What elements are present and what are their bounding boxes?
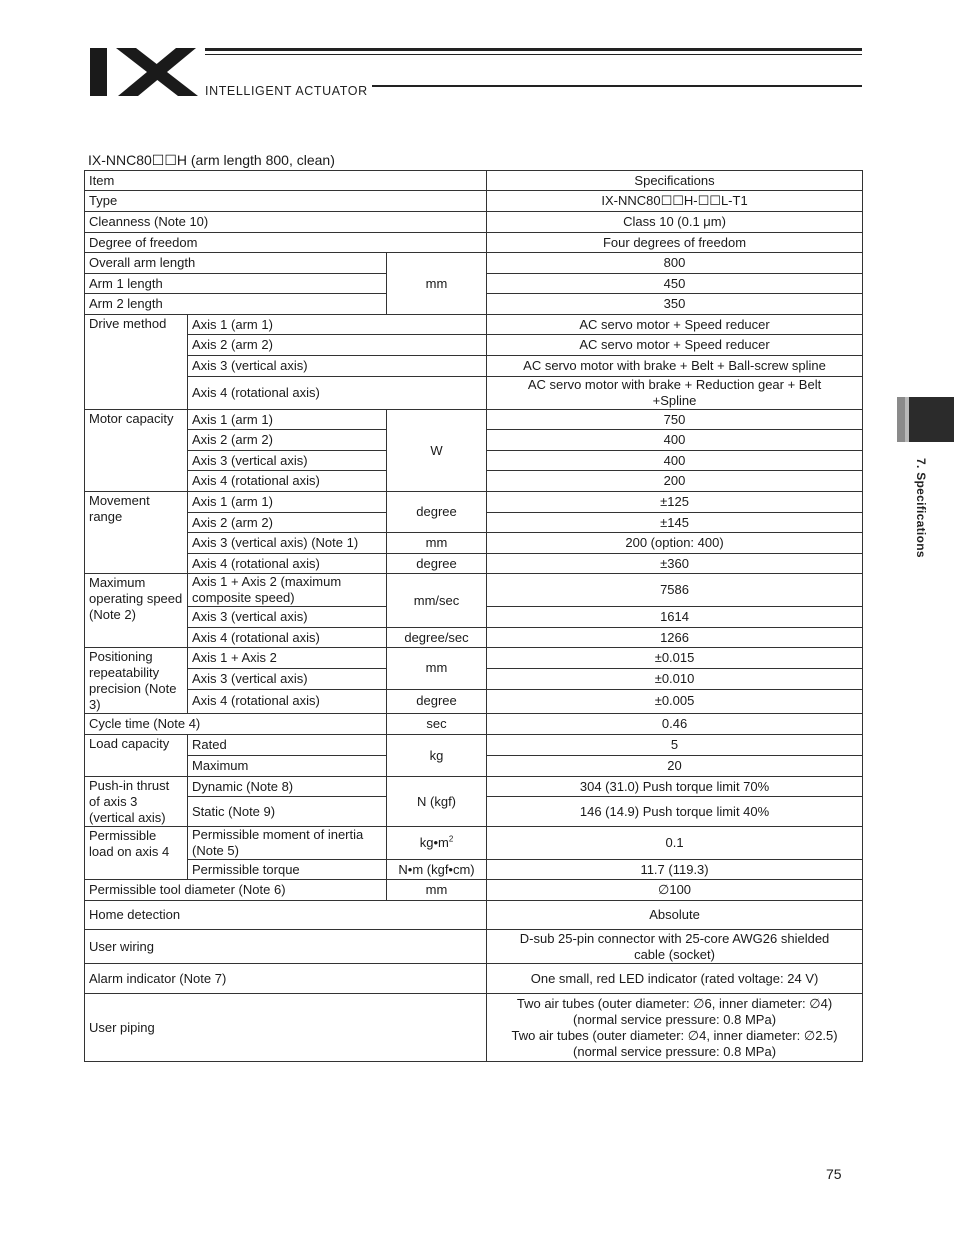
spec-value-line: D-sub 25-pin connector with 25-core AWG26 shielded (519, 930, 830, 946)
table-row (85, 880, 863, 901)
axis-label: Axis 2 (arm 2) (188, 430, 387, 451)
unit-cell: N (kgf) (387, 777, 487, 827)
group-label: Positioning repeatability precision (Note 3) (85, 648, 188, 714)
table-row (85, 777, 863, 797)
table-row (85, 689, 863, 713)
chapter-tab-label: 7. Specifications (914, 458, 928, 558)
unit-cell: mm/sec (387, 574, 487, 628)
table-row (85, 191, 863, 212)
table-row (85, 315, 863, 335)
axis-label: Axis 3 (vertical axis) (188, 356, 487, 377)
spec-value-line: +Spline (652, 393, 697, 408)
table-row (85, 648, 863, 669)
unit-cell: degree (387, 554, 487, 574)
logo-subtitle: INTELLIGENT ACTUATOR (205, 84, 368, 98)
table-row (85, 356, 863, 377)
item-label: Permissible tool diameter (Note 6) (85, 880, 387, 901)
axis-label: Maximum (188, 756, 387, 777)
item-label: Home detection (85, 901, 487, 930)
item-label: Degree of freedom (85, 233, 487, 253)
table-row (85, 827, 863, 860)
spec-value: One small, red LED indicator (rated voltage: 24 V) (487, 964, 863, 994)
spec-value-line: (normal service pressure: 0.8 MPa) (573, 1011, 777, 1027)
spec-value: 1266 (487, 628, 863, 648)
unit-base: kg•m (419, 835, 449, 850)
table-row (85, 212, 863, 233)
axis-label: Axis 3 (vertical axis) (188, 669, 387, 689)
spec-value: 20 (487, 756, 863, 777)
table-row (85, 554, 863, 574)
table-row (85, 335, 863, 356)
table-row (85, 964, 863, 994)
table-row (85, 253, 863, 274)
item-label: Cleanness (Note 10) (85, 212, 487, 233)
spec-value-line: AC servo motor with brake + Reduction gear + Belt (527, 377, 822, 392)
spec-value: 146 (14.9) Push torque limit 40% (487, 797, 863, 827)
group-label: Movement range (85, 492, 188, 574)
item-label: Type (85, 191, 487, 212)
axis-label: Axis 3 (vertical axis) (188, 607, 387, 628)
header-item-cell: Item (85, 171, 487, 191)
unit-cell: degree (387, 689, 487, 713)
spec-value: ∅100 (487, 880, 863, 901)
axis-label: Axis 4 (rotational axis) (188, 377, 487, 410)
item-label: Arm 1 length (85, 274, 387, 294)
axis-label: Axis 2 (arm 2) (188, 335, 487, 356)
table-row (85, 492, 863, 513)
spec-table (84, 170, 863, 1062)
unit-cell: mm (387, 253, 487, 315)
unit-cell: W (387, 410, 487, 492)
spec-value: 7586 (487, 574, 863, 607)
header-rule-top (205, 48, 862, 51)
header-rule-mid (205, 54, 862, 55)
table-row (85, 410, 863, 430)
spec-value: ±0.015 (487, 648, 863, 669)
spec-value: IX-NNC80☐☐H-☐☐L-T1 (487, 191, 863, 212)
spec-value: 800 (487, 253, 863, 274)
group-label: Drive method (85, 315, 188, 410)
axis-label: Axis 1 + Axis 2 (188, 648, 387, 669)
ix-logo-icon (90, 46, 200, 98)
axis-label: Axis 4 (rotational axis) (188, 554, 387, 574)
axis-label: Static (Note 9) (188, 797, 387, 827)
spec-value: 304 (31.0) Push torque limit 70% (487, 777, 863, 797)
axis-label: Axis 3 (vertical axis) (188, 451, 387, 471)
unit-cell: mm (387, 648, 487, 690)
axis-label: Axis 1 (arm 1) (188, 410, 387, 430)
table-row (85, 574, 863, 607)
item-label: User piping (85, 994, 487, 1062)
header-spec-cell: Specifications (487, 171, 863, 191)
axis-label: Axis 4 (rotational axis) (188, 628, 387, 648)
axis-label: Axis 1 + Axis 2 (maximum composite speed) (188, 574, 387, 607)
unit-exponent: 2 (448, 834, 454, 844)
spec-value-line: Two air tubes (outer diameter: ∅6, inner diameter: ∅4) (516, 995, 833, 1011)
spec-value: Four degrees of freedom (487, 233, 863, 253)
unit-cell: mm (387, 533, 487, 554)
group-label: Maximum operating speed (Note 2) (85, 574, 188, 648)
spec-value: 0.1 (487, 827, 863, 860)
spec-value: 350 (487, 294, 863, 315)
axis-label: Axis 1 (arm 1) (188, 315, 487, 335)
spec-value: 400 (487, 430, 863, 451)
unit-cell: sec (387, 714, 487, 735)
unit-cell: degree/sec (387, 628, 487, 648)
unit-cell (387, 827, 487, 860)
spec-value: AC servo motor with brake + Belt + Ball-screw spline (487, 356, 863, 377)
axis-label: Axis 3 (vertical axis) (Note 1) (188, 533, 387, 554)
item-label: Arm 2 length (85, 294, 387, 315)
spec-value: ±0.005 (487, 689, 863, 713)
table-row (85, 930, 863, 964)
spec-value: 200 (option: 400) (487, 533, 863, 554)
table-row (85, 994, 863, 1062)
table-row (85, 860, 863, 880)
spec-value: 1614 (487, 607, 863, 628)
spec-value-line: (normal service pressure: 0.8 MPa) (573, 1043, 777, 1059)
spec-value: 400 (487, 451, 863, 471)
axis-label: Axis 4 (rotational axis) (188, 689, 387, 713)
spec-value (487, 930, 863, 964)
spec-value: Class 10 (0.1 μm) (487, 212, 863, 233)
group-label: Push-in thrust of axis 3 (vertical axis) (85, 777, 188, 827)
table-row (85, 533, 863, 554)
group-label: Motor capacity (85, 410, 188, 492)
table-row (85, 233, 863, 253)
spec-value (487, 377, 863, 410)
spec-value: 750 (487, 410, 863, 430)
spec-value: 0.46 (487, 714, 863, 735)
spec-value: 200 (487, 471, 863, 492)
item-label: User wiring (85, 930, 487, 964)
page-number: 75 (826, 1166, 842, 1182)
spec-value: ±0.010 (487, 669, 863, 689)
axis-label: Axis 4 (rotational axis) (188, 471, 387, 492)
header-rule-low (372, 85, 862, 87)
spec-value (487, 994, 863, 1062)
table-caption: IX-NNC80☐☐H (arm length 800, clean) (88, 152, 335, 168)
chapter-tab-marker (897, 397, 954, 442)
spec-value: AC servo motor + Speed reducer (487, 335, 863, 356)
spec-value: 11.7 (119.3) (487, 860, 863, 880)
unit-cell: mm (387, 880, 487, 901)
spec-value: 450 (487, 274, 863, 294)
spec-value-line: cable (socket) (634, 946, 715, 962)
table-row (85, 901, 863, 930)
unit-cell: N•m (kgf•cm) (387, 860, 487, 880)
table-row (85, 377, 863, 410)
group-label: Permissible load on axis 4 (85, 827, 188, 880)
spec-value: AC servo motor + Speed reducer (487, 315, 863, 335)
axis-label: Rated (188, 735, 387, 756)
spec-value: ±125 (487, 492, 863, 513)
spec-value: Absolute (487, 901, 863, 930)
group-label: Load capacity (85, 735, 188, 777)
axis-label: Axis 2 (arm 2) (188, 513, 387, 533)
table-row (85, 714, 863, 735)
item-label: Overall arm length (85, 253, 387, 274)
spec-value-line: Two air tubes (outer diameter: ∅4, inner diameter: ∅2.5) (511, 1027, 838, 1043)
spec-value: ±360 (487, 554, 863, 574)
axis-label: Axis 1 (arm 1) (188, 492, 387, 513)
unit-cell: degree (387, 492, 487, 533)
spec-value: ±145 (487, 513, 863, 533)
spec-value: 5 (487, 735, 863, 756)
axis-label: Permissible moment of inertia (Note 5) (188, 827, 387, 860)
item-label: Alarm indicator (Note 7) (85, 964, 487, 994)
unit-cell: kg (387, 735, 487, 777)
table-row (85, 628, 863, 648)
table-row (85, 171, 863, 191)
item-label: Cycle time (Note 4) (85, 714, 387, 735)
axis-label: Permissible torque (188, 860, 387, 880)
axis-label: Dynamic (Note 8) (188, 777, 387, 797)
table-row (85, 735, 863, 756)
